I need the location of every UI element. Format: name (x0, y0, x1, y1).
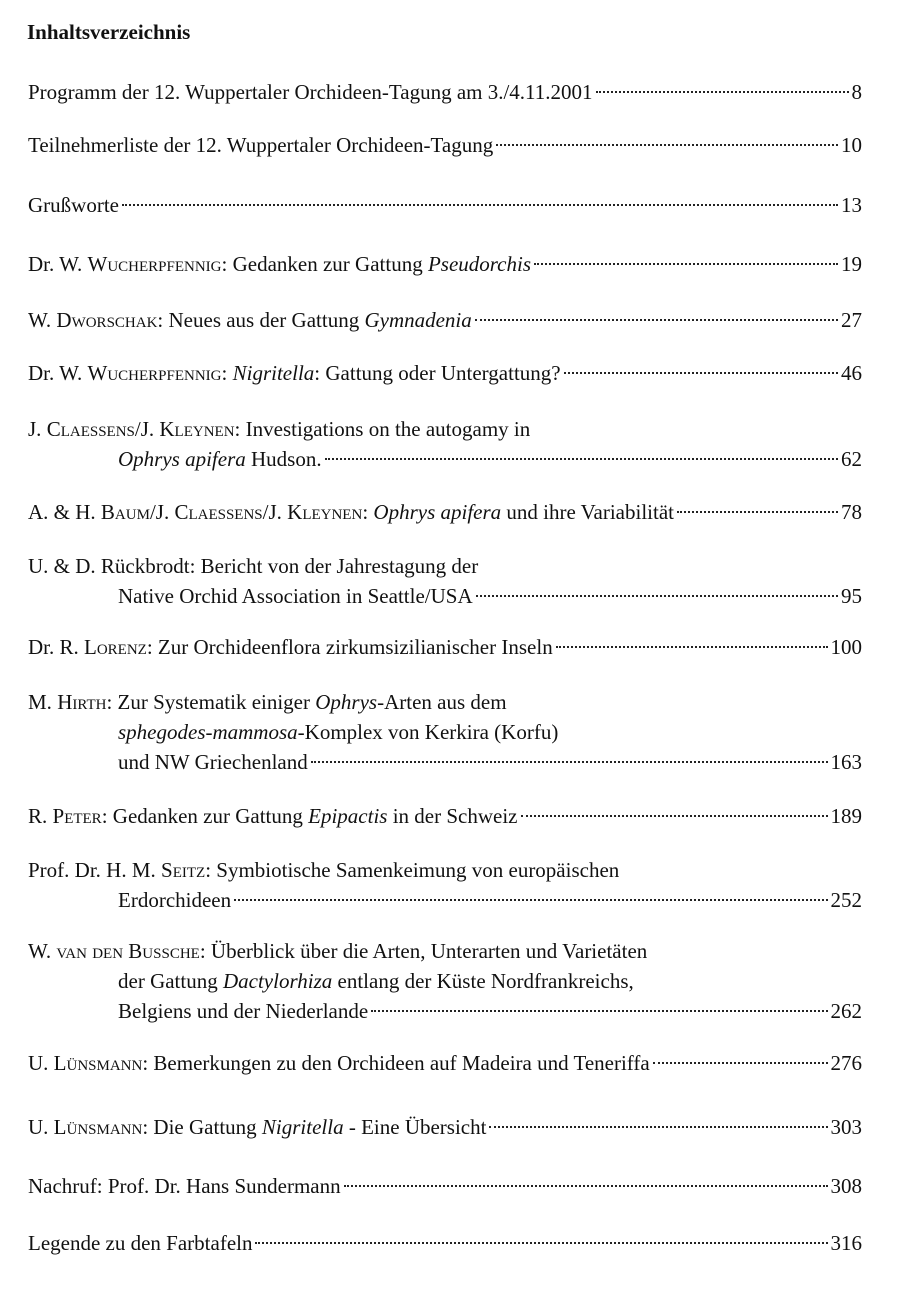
taxon-name: Nigritella (261, 1115, 344, 1139)
toc-entry-line (28, 747, 862, 777)
toc-entry-line (28, 966, 862, 996)
toc-entry-title (28, 77, 593, 107)
toc-entry (28, 358, 862, 388)
toc-entry-line (28, 497, 862, 527)
title-text: : Gattung oder Untergattung? (314, 361, 561, 385)
toc-entry-title (28, 305, 472, 335)
toc-entry (28, 687, 862, 777)
toc-entry-title (28, 855, 619, 885)
title-text: Dr. W. (28, 252, 88, 276)
title-text: Native Orchid Association in Seattle/USA (118, 584, 473, 608)
toc-entry (28, 1048, 862, 1078)
title-text: Programm der 12. Wuppertaler Orchideen-Tagung am 3./4.11.2001 (28, 80, 593, 104)
taxon-name: Nigritella (232, 361, 315, 385)
title-text: W. (28, 308, 57, 332)
toc-entry (28, 130, 862, 160)
toc-entry (28, 190, 862, 220)
toc-entry (28, 855, 862, 915)
toc-entry-title (28, 936, 647, 966)
author-name: Kleynen (287, 500, 363, 524)
title-text: U. & D. Rückbrodt: Bericht von der Jahrestagung der (28, 554, 479, 578)
title-text: und NW Griechenland (118, 750, 308, 774)
title-text: : Bemerkungen zu den Orchideen auf Madeira und Teneriffa (142, 1051, 650, 1075)
toc-entry-title (28, 497, 674, 527)
title-text: : Symbiotische Samenkeimung von europäischen (205, 858, 620, 882)
page-number: 46 (841, 361, 862, 385)
dot-leader (489, 1126, 827, 1128)
dot-leader (476, 595, 838, 597)
title-text: Legende zu den Farbtafeln (28, 1231, 253, 1255)
toc-entry-title (28, 358, 561, 388)
toc-entry-title (28, 551, 478, 581)
toc-entry (28, 1112, 862, 1142)
title-text: entlang der Küste Nordfrankreichs, (332, 969, 634, 993)
page-number: 189 (830, 804, 862, 828)
toc-entry-line (28, 1048, 862, 1078)
author-name: van den Bussche (56, 939, 200, 963)
toc-entry (28, 632, 862, 662)
toc-entry-line (28, 885, 862, 915)
toc-entry-line (28, 190, 862, 220)
title-text: -Komplex von Kerkira (Korfu) (297, 720, 559, 744)
author-name: Dworschak (56, 308, 158, 332)
toc-heading: Inhaltsverzeichnis (27, 20, 191, 44)
title-text: -Arten aus dem (377, 690, 507, 714)
toc-entry-line (28, 444, 862, 474)
page-number: 262 (830, 999, 862, 1023)
author-name: Claessens (46, 417, 135, 441)
page-number: 19 (841, 252, 862, 276)
title-text: U. (28, 1051, 54, 1075)
title-text: Hudson. (245, 447, 322, 471)
toc-entry-line (28, 996, 862, 1026)
dot-leader (556, 646, 828, 648)
title-text: - Eine Übersicht (343, 1115, 487, 1139)
author-name: Lünsmann (53, 1051, 143, 1075)
dot-leader (475, 319, 838, 321)
dot-leader (255, 1242, 827, 1244)
taxon-name: Epipactis (308, 804, 388, 828)
page-number: 27 (841, 308, 862, 332)
page-number: 252 (830, 888, 862, 912)
title-text: : Investigations on the autogamy in (234, 417, 531, 441)
page-number: 303 (830, 1115, 862, 1139)
dot-leader (234, 899, 827, 901)
taxon-name: Ophrys (315, 690, 378, 714)
toc-entry-line (28, 1228, 862, 1258)
toc-entry (28, 936, 862, 1026)
title-text: : Neues aus der Gattung (157, 308, 365, 332)
dot-leader (677, 511, 838, 513)
title-text: M. (28, 690, 58, 714)
author-name: Hirth (57, 690, 107, 714)
taxon-name: Dactylorhiza (222, 969, 333, 993)
dot-leader (122, 204, 838, 206)
toc-entry-line (28, 305, 862, 335)
title-text: /J. (262, 500, 288, 524)
toc-entry (28, 77, 862, 107)
toc-entry-title (28, 1171, 341, 1201)
author-name: Seitz (161, 858, 206, 882)
page-number: 62 (841, 447, 862, 471)
toc-entry (28, 497, 862, 527)
page-number: 100 (830, 635, 862, 659)
toc-entry-title (28, 801, 518, 831)
page-number: 95 (841, 584, 862, 608)
title-text: in der Schweiz (387, 804, 518, 828)
toc-entry-line (28, 936, 862, 966)
taxon-name: Pseudorchis (427, 252, 531, 276)
title-text: : Überblick über die Arten, Unterarten und Varietäten (199, 939, 648, 963)
dot-leader (311, 761, 828, 763)
toc-entry-title (28, 414, 530, 444)
toc-entry-line (28, 687, 862, 717)
dot-leader (496, 144, 838, 146)
dot-leader (534, 263, 838, 265)
title-text: Grußworte (28, 193, 119, 217)
toc-entry-line (28, 130, 862, 160)
toc-entry-line (28, 855, 862, 885)
title-text: Dr. W. (28, 361, 88, 385)
toc-entry-title (118, 885, 231, 915)
toc-entry (28, 801, 862, 831)
toc-entry-line (28, 249, 862, 279)
author-name: Wucherpfennig (87, 252, 222, 276)
title-text: W. (28, 939, 57, 963)
title-text: R. (28, 804, 53, 828)
title-text: : (362, 500, 374, 524)
page-number: 276 (830, 1051, 862, 1075)
toc-entry-title (118, 444, 322, 474)
page-number: 8 (851, 80, 862, 104)
toc-entry (28, 249, 862, 279)
toc-entry-line (28, 551, 862, 581)
title-text: : Zur Systematik einiger (106, 690, 316, 714)
page-number: 316 (830, 1231, 862, 1255)
title-text: /J. (149, 500, 175, 524)
dot-leader (344, 1185, 828, 1187)
taxon-name: sphegodes-mammosa (118, 720, 298, 744)
author-name: Baum (100, 500, 150, 524)
toc-entry (28, 305, 862, 335)
title-text: Prof. Dr. H. M. (28, 858, 162, 882)
toc-entry-line (28, 632, 862, 662)
page-number: 163 (830, 750, 862, 774)
toc-entry-line (28, 717, 862, 747)
page-number: 13 (841, 193, 862, 217)
toc-entry-title (118, 717, 558, 747)
toc-entry (28, 1171, 862, 1201)
page-number: 308 (830, 1174, 862, 1198)
title-text: A. & H. (28, 500, 101, 524)
toc-entry-title (118, 996, 368, 1026)
title-text: : (221, 361, 233, 385)
dot-leader (596, 91, 849, 93)
toc-entry-title (28, 632, 553, 662)
toc-entry-line (28, 1171, 862, 1201)
toc-entry (28, 551, 862, 611)
author-name: Kleynen (159, 417, 235, 441)
dot-leader (653, 1062, 828, 1064)
author-name: Lünsmann (53, 1115, 143, 1139)
author-name: Lorenz (84, 635, 147, 659)
title-text: : Zur Orchideenflora zirkumsizilianischer Inseln (146, 635, 553, 659)
toc-entry (28, 414, 862, 474)
page-number: 78 (841, 500, 862, 524)
toc-entry-title (28, 687, 507, 717)
toc-entry-line (28, 801, 862, 831)
author-name: Claessens (174, 500, 263, 524)
page-number: 10 (841, 133, 862, 157)
toc-entry (28, 1228, 862, 1258)
title-text: Erdorchideen (118, 888, 232, 912)
taxon-name: Gymnadenia (364, 308, 472, 332)
dot-leader (325, 458, 838, 460)
title-text: /J. (134, 417, 160, 441)
title-text: : Gedanken zur Gattung (221, 252, 428, 276)
toc-entry-line (28, 77, 862, 107)
title-text: U. (28, 1115, 54, 1139)
toc-entry-title (118, 966, 634, 996)
toc-entry-title (28, 249, 531, 279)
title-text: Dr. R. (28, 635, 85, 659)
author-name: Wucherpfennig (87, 361, 222, 385)
toc-entry-title (28, 1228, 252, 1258)
title-text: Belgiens und der Niederlande (118, 999, 369, 1023)
dot-leader (564, 372, 838, 374)
toc-entry-line (28, 414, 862, 444)
toc-entry-title (28, 190, 119, 220)
title-text: Nachruf: Prof. Dr. Hans Sundermann (28, 1174, 341, 1198)
title-text: : Gedanken zur Gattung (101, 804, 309, 828)
title-text: der Gattung (118, 969, 223, 993)
toc-entry-title (118, 581, 473, 611)
toc-entry-line (28, 581, 862, 611)
toc-entry-title (28, 130, 493, 160)
dot-leader (371, 1010, 827, 1012)
taxon-name: Ophrys apifera (118, 447, 246, 471)
taxon-name: Ophrys apifera (373, 500, 502, 524)
toc-entry-title (118, 747, 308, 777)
title-text: Teilnehmerliste der 12. Wuppertaler Orchideen-Tagung (28, 133, 494, 157)
title-text: : Die Gattung (142, 1115, 262, 1139)
title-text: J. (28, 417, 47, 441)
toc-entry-title (28, 1048, 650, 1078)
title-text: und ihre Variabilität (501, 500, 674, 524)
author-name: Peter (52, 804, 102, 828)
toc-entry-line (28, 358, 862, 388)
toc-entry-line (28, 1112, 862, 1142)
toc-entry-title (28, 1112, 486, 1142)
dot-leader (521, 815, 828, 817)
